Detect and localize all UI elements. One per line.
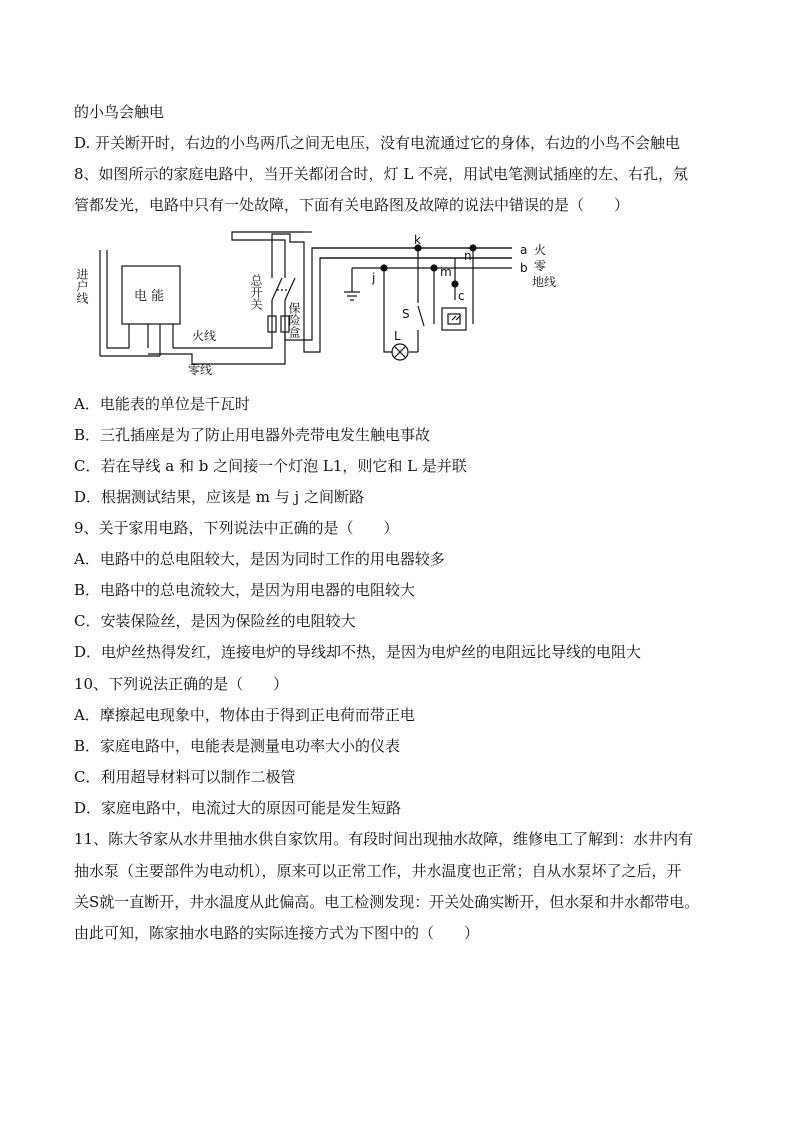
energy-meter-label: 电 能 xyxy=(134,289,165,304)
question-9-stem: 9、关于家用电路，下列说法中正确的是（ ） xyxy=(74,519,399,537)
node-c-label: c xyxy=(458,289,465,303)
q8-option-b: B．三孔插座是为了防止用电器外壳带电发生触电事故 xyxy=(74,426,431,444)
question-8-stem-2: 管都发光，电路中只有一处故障，下面有关电路图及故障的说法中错误的是（ ） xyxy=(74,196,630,214)
q9-option-a: A．电路中的总电阻较大，是因为同时工作的用电器较多 xyxy=(74,550,445,568)
household-circuit-diagram xyxy=(72,228,562,378)
rail-a-label: a xyxy=(520,243,528,257)
neutral-wire xyxy=(148,310,285,364)
rail-lines xyxy=(312,248,512,300)
q10-option-d: D．家庭电路中，电流过大的原因可能是发生短路 xyxy=(74,799,402,817)
q9-option-b: B．电路中的总电流较大，是因为用电器的电阻较大 xyxy=(74,581,416,599)
meter-leads xyxy=(100,324,173,356)
question-11-stem-2: 抽水泵（主要部件为电动机），原来可以正常工作，井水温度也正常；自从水泵坏了之后，开 xyxy=(74,862,682,880)
neutral-wire-label: 零线 xyxy=(188,363,213,377)
question-8-stem-1: 8、如图所示的家庭电路中，当开关都闭合时，灯 L 不亮，用试电笔测试插座的左、右孔，氖 xyxy=(74,165,689,183)
lamp-icon xyxy=(392,344,408,360)
text-line-2: D. 开关断开时，右边的小鸟两爪之间无电压，没有电流通过它的身体，右边的小鸟不会触电 xyxy=(74,134,681,152)
question-11-stem-1: 11、陈大爷家从水井里抽水供自家饮用。有段时间出现抽水故障，维修电工了解到：水井内有 xyxy=(74,830,694,848)
text-line-1: 的小鸟会触电 xyxy=(74,103,165,121)
q10-option-b: B．家庭电路中，电能表是测量电功率大小的仪表 xyxy=(74,737,401,755)
live-rail-label: 火 xyxy=(534,243,547,257)
ground-rail-label: 地线 xyxy=(532,275,557,289)
lamp-l-label: L xyxy=(394,329,401,343)
main-switch-label: 总开关 xyxy=(249,274,263,310)
question-11-stem-3: 关S就一直断开，井水温度从此偏高。电工检测发现：开关处确实断开，但水泵和井水都带电。 xyxy=(74,893,700,911)
fuse-box-label: 保险盒 xyxy=(287,302,301,338)
q8-option-d: D．根据测试结果，应该是 m 与 j 之间断路 xyxy=(74,488,364,506)
q10-option-a: A．摩擦起电现象中，物体由于得到正电荷而带正电 xyxy=(74,706,415,724)
live-wire xyxy=(173,310,272,348)
q10-option-c: C．利用超导材料可以制作二极管 xyxy=(74,768,296,786)
node-n-label: n xyxy=(464,249,472,263)
q8-option-a: A．电能表的单位是千瓦时 xyxy=(74,395,250,413)
entry-wires xyxy=(100,250,107,356)
node-k-label: k xyxy=(414,233,421,247)
live-wire-label: 火线 xyxy=(192,329,217,343)
rail-b-label: b xyxy=(520,261,528,275)
switch-s-label: S xyxy=(402,307,410,321)
question-10-stem: 10、下列说法正确的是（ ） xyxy=(74,675,289,693)
entry-line-label: 进户线 xyxy=(75,268,89,304)
q8-option-c: C．若在导线 a 和 b 之间接一个灯泡 L1，则它和 L 是并联 xyxy=(74,457,467,475)
lamp-branch xyxy=(384,248,424,352)
neutral-rail-label: 零 xyxy=(534,259,547,273)
node-m-label: m xyxy=(440,265,452,279)
q9-option-c: C．安装保险丝，是因为保险丝的电阻较大 xyxy=(74,612,356,630)
node-j-label: j xyxy=(372,271,376,285)
q9-option-d: D．电炉丝热得发红，连接电炉的导线却不热，是因为电炉丝的电阻远比导线的电阻大 xyxy=(74,643,642,661)
question-11-stem-4: 由此可知，陈家抽水电路的实际连接方式为下图中的（ ） xyxy=(74,924,480,942)
